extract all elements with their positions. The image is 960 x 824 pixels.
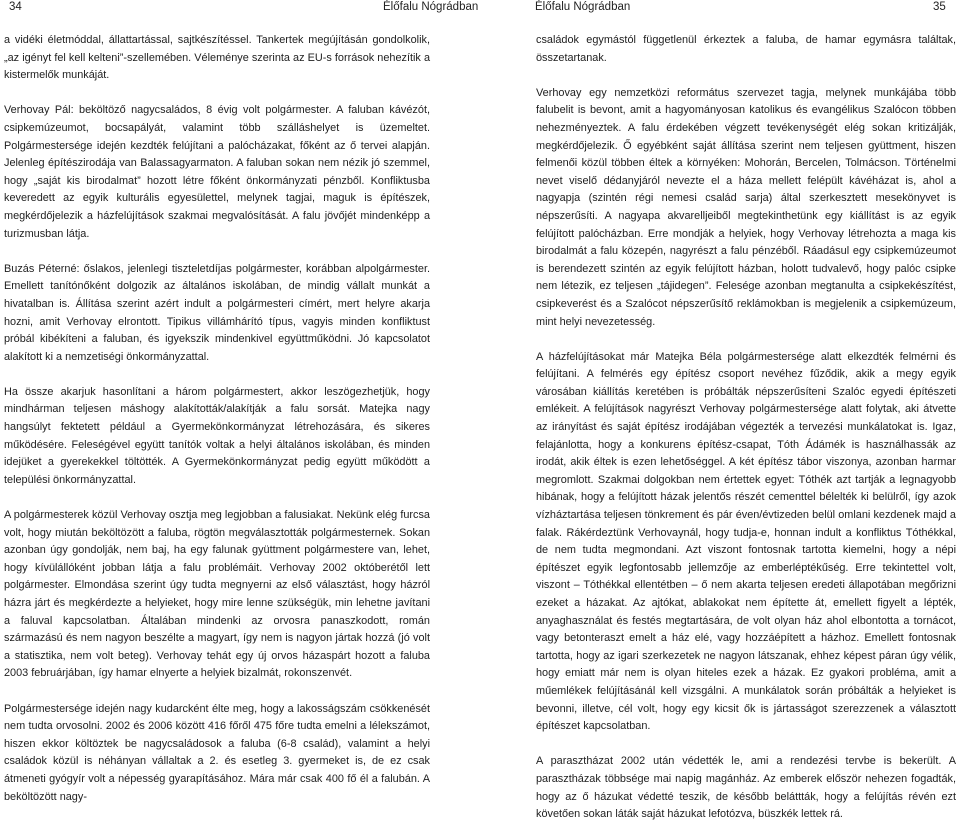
paragraph: Buzás Péterné: őslakos, jelenlegi tiszteletdíjas polgármester, korábban alpolgármester. Emellett tanítónőként dolgozik az általános iskolában, de mindig vállalt munkát a hivatalban is. Állítása szerint azért indult a polgármesteri címért, mert helyre akarja hozni, amit Verhovay elrontott. Tipikus villámhárító típus, vagyis minden konfliktust próbál kibékíteni a faluban, és igyekszik mindenkivel együttműködni. Jó kapcsolatot alakított ki a nemzetiségi önkormányzattal.: [4, 262, 430, 363]
right-page-body: [536, 32, 956, 824]
paragraph: Verhovay egy nemzetközi református szervezet tagja, melynek munkájába több falubelit is bevont, amit a hagyományosan katolikus és evangélikus Szalócon többen nehezményeztek. A falu érdekében végzett tevékenységét elég sokan kritizálják, megkérdőjelezik. Ő egyébként saját állítása szerint nem teljesen gyüttment, hiszen felmenői közül többen éltek a környéken: Mohorán, Bercelen, Tolmácson. Történelmi nevet viselő dédanyjáról nevezte el a háza mellett felépült kávéházat is, ahol a nagyapja (szintén régi nemesi család sarja) által szerkesztett mesekönyvet is népszerűsíti. A nagyapa akvarelljeiből megtekinthetünk egy kiállítást is az egyik felújított palócházban. Erre mondják a helyiek, hogy Verhovay létrehozta a maga kis birodalmát a falu közepén, nagyrészt a falu pénzéből. Ráadásul egy csipkemúzeumot is berendezett szintén az egyik felújított házban, holott tudvalevő, hogy palóc csipke nem létezik, ez teljesen „tájidegen”. Felesége azonban megtanulta a csipkekészítést, csipkeverést és a Szalócot népszerűsítő reklámokban is megjelenik a csipkemúzeum, mint helyi nevezetesség.: [536, 86, 956, 328]
right-running-head: Élőfalu Nógrádban: [535, 1, 631, 13]
left-page-number: 34: [9, 1, 22, 13]
paragraph: A parasztházat 2002 után védették le, ami a rendezési tervbe is bekerült. A parasztházak többsége mai napig magánház. Az emberek először nehezen fogadták, hogy az ő házukat védetté teszik, de később beláttták, hogy a felújítás révén ezt követően sokan láták saját házukat lefotózva, büszkék lettek rá.: [536, 755, 956, 821]
right-page-number: 35: [933, 1, 946, 13]
paragraph: családok egymástól függetlenül érkeztek a faluba, de hamar egymásra találtak, összetartanak.: [536, 34, 956, 64]
paragraph: A házfelújításokat már Matejka Béla polgármestersége alatt elkezdték felmérni és felújítani. A felmérés egy építész csoport nevéhez fűződik, akik a megy egyik városában kiállítás keretében is próbálták népszerűsíteni Szalóc egyedi építészeti emlékeit. A felújítások nagyrészt Verhovay polgármestersége alatt folytak, aki átvette az irányítást és saját építész irodájában végezték a tervezési munkálatokat is. Igaz, felajánlotta, hogy a konkurens építész-csapat, Tóth Ádámék is használhassák az irodát, akik éltek is ezen lehetőséggel. A két építész tábor viszonya, azonban harmar megromlott. Szakmai dolgokban nem értettek egyet: Tóthék azt tartják a legnagyobb hibának, hogy a felújított házak jelentős részét cementtel bélelték ki belülről, így azok vízháztartása teljesen tönkrement és pár éven/évtizeden belül omlani kezdenek majd a falak. Rákérdeztünk Verhovaynál, hogy tudja-e, honnan indult a konfliktus Tóthékkal, de nem tudta megmondani. Azt viszont fontosnak tartotta kiemelni, hogy a népi építészet egyik legfontosabb jellemzője az emberléptékűség. Erre tekintettel volt, viszont – Tóthékkal ellentétben – ő nem akarta teljesen eredeti állapotában megőrizni ezeket a házakat. Az ajtókat, ablakokat nem építette át, emellett figyelt a lépték, anyaghasználat és festés megtartására, de volt olyan ház ahol elbontotta a tornácot, vagy betonteraszt emelt a ház elé, vagy hozzáépített a házhoz. Emellett fontosnak tartotta, hogy az igari szerkezetek ne nagyon látszanak, ehhez képest páran úgy vélik, hogy emiatt már nem is olyan hiteles ezek a házak. Ez gyakori probléma, amit a műemlékek felújításánál kell vizsgálni. A munkálatok során próbálták a helyieket is bevonni, illetve, cél volt, hogy egy kicsit ők is jártasságot szerezzenek a választott építészet kapcsolatban.: [536, 350, 956, 733]
page-header: [0, 0, 960, 18]
paragraph: Verhovay Pál: beköltöző nagycsaládos, 8 évig volt polgármester. A faluban kávézót, csipkemúzeumot, bocsapályát, valamint több szálláshelyet is üzemeltet. Polgármestersége idején kezdték felújítani a palócházakat, főként az ő tervei alapján. Jelenleg építészirodája van Balassagyarmaton. A faluban sokan nem nézik jó szemmel, hogy „saját kis birodalmat” hozott létre főként önkormányzati pénzből. Konfliktusba keveredett az egyik kulturális egyesülettel, melynek tagjai, maguk is építészek, megkérdőjelezik a házfelújítások szakmai megvalósítását. A falu jövőjét mindenképp a turizmusban látja.: [4, 104, 430, 240]
left-running-head: Élőfalu Nógrádban: [383, 1, 479, 13]
paragraph: a vidéki életmóddal, állattartással, sajtkészítéssel. Tankertek megújításán gondolkolik, „az igényt fel kell kelteni”-szellemében. Véleménye szerinta az EU-s források nehezítik a kistermelők munkáját.: [4, 34, 430, 82]
left-page-body: [4, 32, 430, 806]
paragraph: Ha össze akarjuk hasonlítani a három polgármestert, akkor leszögezhetjük, hogy mindhárman teljesen máshogy alakították/alakítják a falu sorsát. Matejka nagy hangsúlyt fektetett például a Gyermekönkormányzat létrehozására, és sikeres működésére. Feleségével együtt tanítók voltak a helyi általános iskolában, és minden idejüket a gyerekekkel töltötték. A Gyermekönkormányzat pedig együtt működött a települési önkormányzattal.: [4, 385, 430, 486]
paragraph: Polgármestersége idején nagy kudarcként élte meg, hogy a lakosságszám csökkenését nem tudta orvosolni. 2002 és 2006 között 416 főről 475 főre tudta emelni a lélekszámot, hiszen ekkor költöztek be nagycsaládosok a faluba (6-8 család), valamint a helyi családok közül is néhányan vállaltak a 2. és esetleg 3. gyermeket is, de ez csak átmeneti gyógyír volt a népesség gyarapításához. Mára már csak 400 fő él a falubán. A beköltözött nagy-: [4, 702, 430, 803]
paragraph: A polgármesterek közül Verhovay osztja meg legjobban a falusiakat. Nekünk elég furcsa volt, hogy miután beköltözött a faluba, rögtön megválasztották polgármesternek. Sokan azonban úgy gondolják, nem baj, ha egy falunak gyüttment polgármestere van, lehet, hogy kívülállóként jobban látja a falu problémáit. Verhovay 2002 októberétől lett polgármester. Elmondása szerint úgy tudta megnyerni az első választást, hogy házról házra járt és megkérdezte a helyieket, hogy mire lenne szükségük, min lehetne javítani a faluval kapcsolatban. Általában mindenki az orvosra panaszkodott, román származású és nem nagyon beszélte a magyart, így nem is nagyon jártak hozzá (jó volt a statisztika, nem volt beteg). Verhovay tehát egy új orvos házaspárt hozott a faluba 2003 februárjában, így hamar elnyerte a helyiek bizalmát, rokonszenvét.: [4, 509, 430, 680]
